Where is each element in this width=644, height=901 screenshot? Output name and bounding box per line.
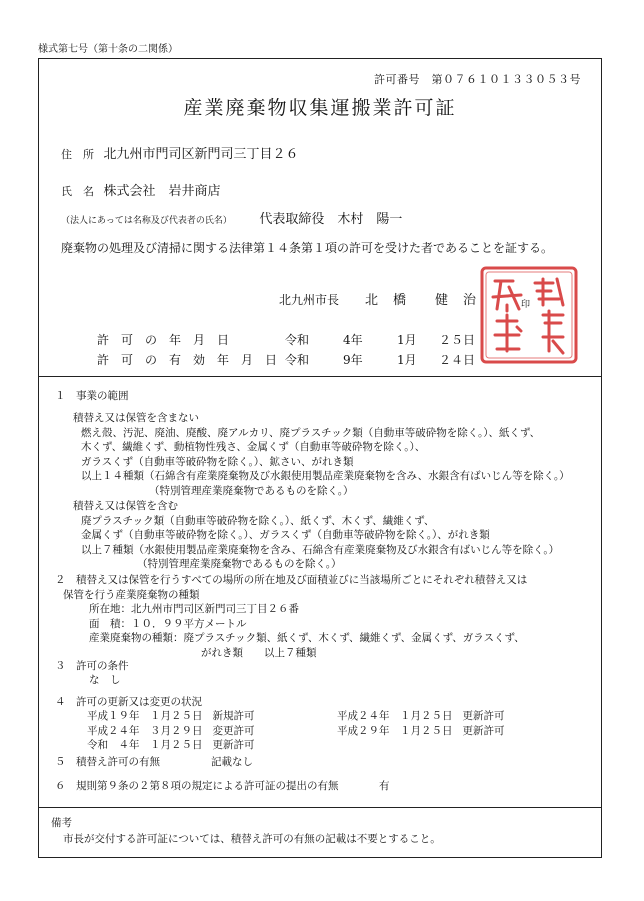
section-6-heading: ６ 規則第９条の２第８項の規定による許可証の提出の有無 bbox=[55, 780, 339, 792]
form-number: 様式第七号（第十条の二関係） bbox=[38, 44, 178, 55]
history-row bbox=[87, 738, 255, 753]
certificate-title: 産業廃棄物収集運搬業許可証 bbox=[183, 97, 457, 119]
storage-location: 所在地：北九州市門司区新門司三丁目２６番 bbox=[89, 603, 299, 615]
expiry-date-day: ２４日 bbox=[439, 353, 476, 367]
permit-number: 許可番号 第０７６１０１３３０５３号 bbox=[374, 73, 581, 86]
section-3-value: な し bbox=[89, 674, 121, 686]
section-4-heading: ４ 許可の更新又は変更の状況 bbox=[55, 696, 202, 708]
section-divider bbox=[39, 376, 601, 377]
address-value: 北九州市門司区新門司三丁目２６ bbox=[103, 147, 299, 162]
list-item: 廃プラスチック類（自動車等破砕物を除く。）、紙くず、木くず、繊維くず、 bbox=[81, 514, 435, 527]
history-date: 平成２４年 ３月２９日 bbox=[87, 724, 203, 737]
mayor-title: 北九州市長 bbox=[279, 293, 340, 307]
history-row bbox=[337, 724, 505, 739]
list-item: （特別管理産業廃棄物であるものを除く。） bbox=[137, 558, 342, 570]
history-date: 平成２４年 １月２５日 bbox=[337, 710, 453, 722]
section-4-history-left bbox=[87, 709, 255, 753]
address-row bbox=[61, 143, 299, 162]
representative-row bbox=[61, 208, 402, 227]
section-5-value: 記載なし bbox=[211, 756, 253, 768]
expiry-date-year: 9年 bbox=[343, 353, 363, 367]
representative-value: 代表取締役 木村 陽一 bbox=[259, 212, 403, 227]
issue-date-year: 4年 bbox=[343, 333, 363, 347]
list-item: 積替え又は保管を含まない bbox=[73, 412, 199, 424]
notes-divider bbox=[39, 807, 601, 808]
history-date: 平成２９年 １月２５日 bbox=[337, 724, 453, 737]
expiry-date-month: 1月 bbox=[397, 353, 417, 367]
certification-text: 廃棄物の処理及び清掃に関する法律第１４条第１項の許可を受けた者であることを証する。 bbox=[61, 241, 554, 255]
list-item: 金属くず（自動車等破砕物を除く。）、ガラスくず（自動車等破砕物を除く。）、がれき類 bbox=[81, 529, 490, 541]
notes-heading: 備考 bbox=[51, 817, 72, 829]
issue-date-month: 1月 bbox=[397, 333, 417, 347]
section-2 bbox=[55, 573, 527, 660]
history-type: 更新許可 bbox=[462, 710, 505, 722]
address-label: 住 所 bbox=[61, 148, 94, 161]
section-1-heading: １ 事業の範囲 bbox=[55, 390, 129, 402]
name-label: 氏 名 bbox=[61, 185, 94, 198]
list-item: （特別管理産業廃棄物であるものを除く。） bbox=[149, 484, 354, 497]
expiry-date-label: 許 可 の 有 効 年 月 日 bbox=[97, 353, 278, 367]
storage-waste-types: 産業廃棄物の種類：廃プラスチック類、紙くず、木くず、繊維くず、金属くず、ガラスくず、 bbox=[89, 632, 525, 644]
list-item: 積替え又は保管を含む bbox=[73, 500, 178, 512]
issue-date-day: ２５日 bbox=[439, 333, 476, 347]
expiry-date-era: 令和 bbox=[285, 353, 310, 367]
mayor-name: 北 橋 健 治 bbox=[365, 293, 478, 308]
section-4-history-right bbox=[337, 709, 505, 738]
storage-area: 面 積：１０．９９平方メートル bbox=[89, 617, 247, 630]
history-type: 更新許可 bbox=[212, 739, 255, 751]
section-2-heading: ２ 積替え又は保管を行うすべての場所の所在地及び面積並びに当該場所ごとにそれぞれ積替え又は bbox=[55, 574, 528, 586]
section-1-group-1 bbox=[73, 411, 570, 498]
history-row bbox=[337, 709, 505, 724]
certificate-frame bbox=[38, 58, 602, 858]
list-item: 以上１４種類（石綿含有産業廃棄物及び水銀使用製品産業廃棄物を含み、水銀含有ばいじん等を除く。） bbox=[81, 470, 570, 482]
history-date: 平成１９年 １月２５日 bbox=[87, 710, 203, 722]
seal-mark: 印 bbox=[521, 300, 531, 310]
history-row bbox=[87, 724, 255, 739]
history-row bbox=[87, 709, 255, 724]
history-type: 新規許可 bbox=[212, 710, 255, 722]
history-date: 令和 ４年 １月２５日 bbox=[87, 739, 203, 751]
section-5-heading: ５ 積替え許可の有無 bbox=[55, 756, 160, 768]
representative-label: （法人にあっては名称及び代表者の氏名） bbox=[61, 216, 232, 226]
notes-text: 市長が交付する許可証については、積替え許可の有無の記載は不要とすること。 bbox=[63, 833, 441, 845]
history-type: 更新許可 bbox=[462, 724, 505, 737]
name-row bbox=[61, 180, 221, 199]
list-item: ガラスくず（自動車等破砕物を除く。）、鉱さい、がれき類 bbox=[81, 455, 354, 468]
list-item: 燃え殻、汚泥、廃油、廃酸、廃アルカリ、廃プラスチック類（自動車等破砕物を除く。）、紙くず、 bbox=[81, 426, 541, 439]
official-seal-stamp bbox=[479, 265, 579, 365]
section-6-value: 有 bbox=[379, 780, 390, 792]
issue-date-label: 許 可 の 年 月 日 bbox=[97, 333, 230, 347]
section-2-heading-cont: 保管を行う産業廃棄物の種類 bbox=[63, 588, 200, 601]
issue-date-era: 令和 bbox=[285, 333, 310, 347]
list-item: 以上７種類（水銀使用製品産業廃棄物を含み、石綿含有産業廃棄物及び水銀含有ばいじん等を除く。） bbox=[81, 543, 560, 556]
section-3-heading: ３ 許可の条件 bbox=[55, 660, 129, 672]
storage-waste-types-cont: がれき類 以上７種類 bbox=[201, 646, 317, 659]
history-type: 変更許可 bbox=[212, 724, 255, 737]
list-item: 木くず、繊維くず、動植物性残さ、金属くず（自動車等破砕物を除く。）、 bbox=[81, 441, 426, 453]
section-1-group-2 bbox=[73, 499, 559, 572]
name-value: 株式会社 岩井商店 bbox=[103, 184, 221, 199]
